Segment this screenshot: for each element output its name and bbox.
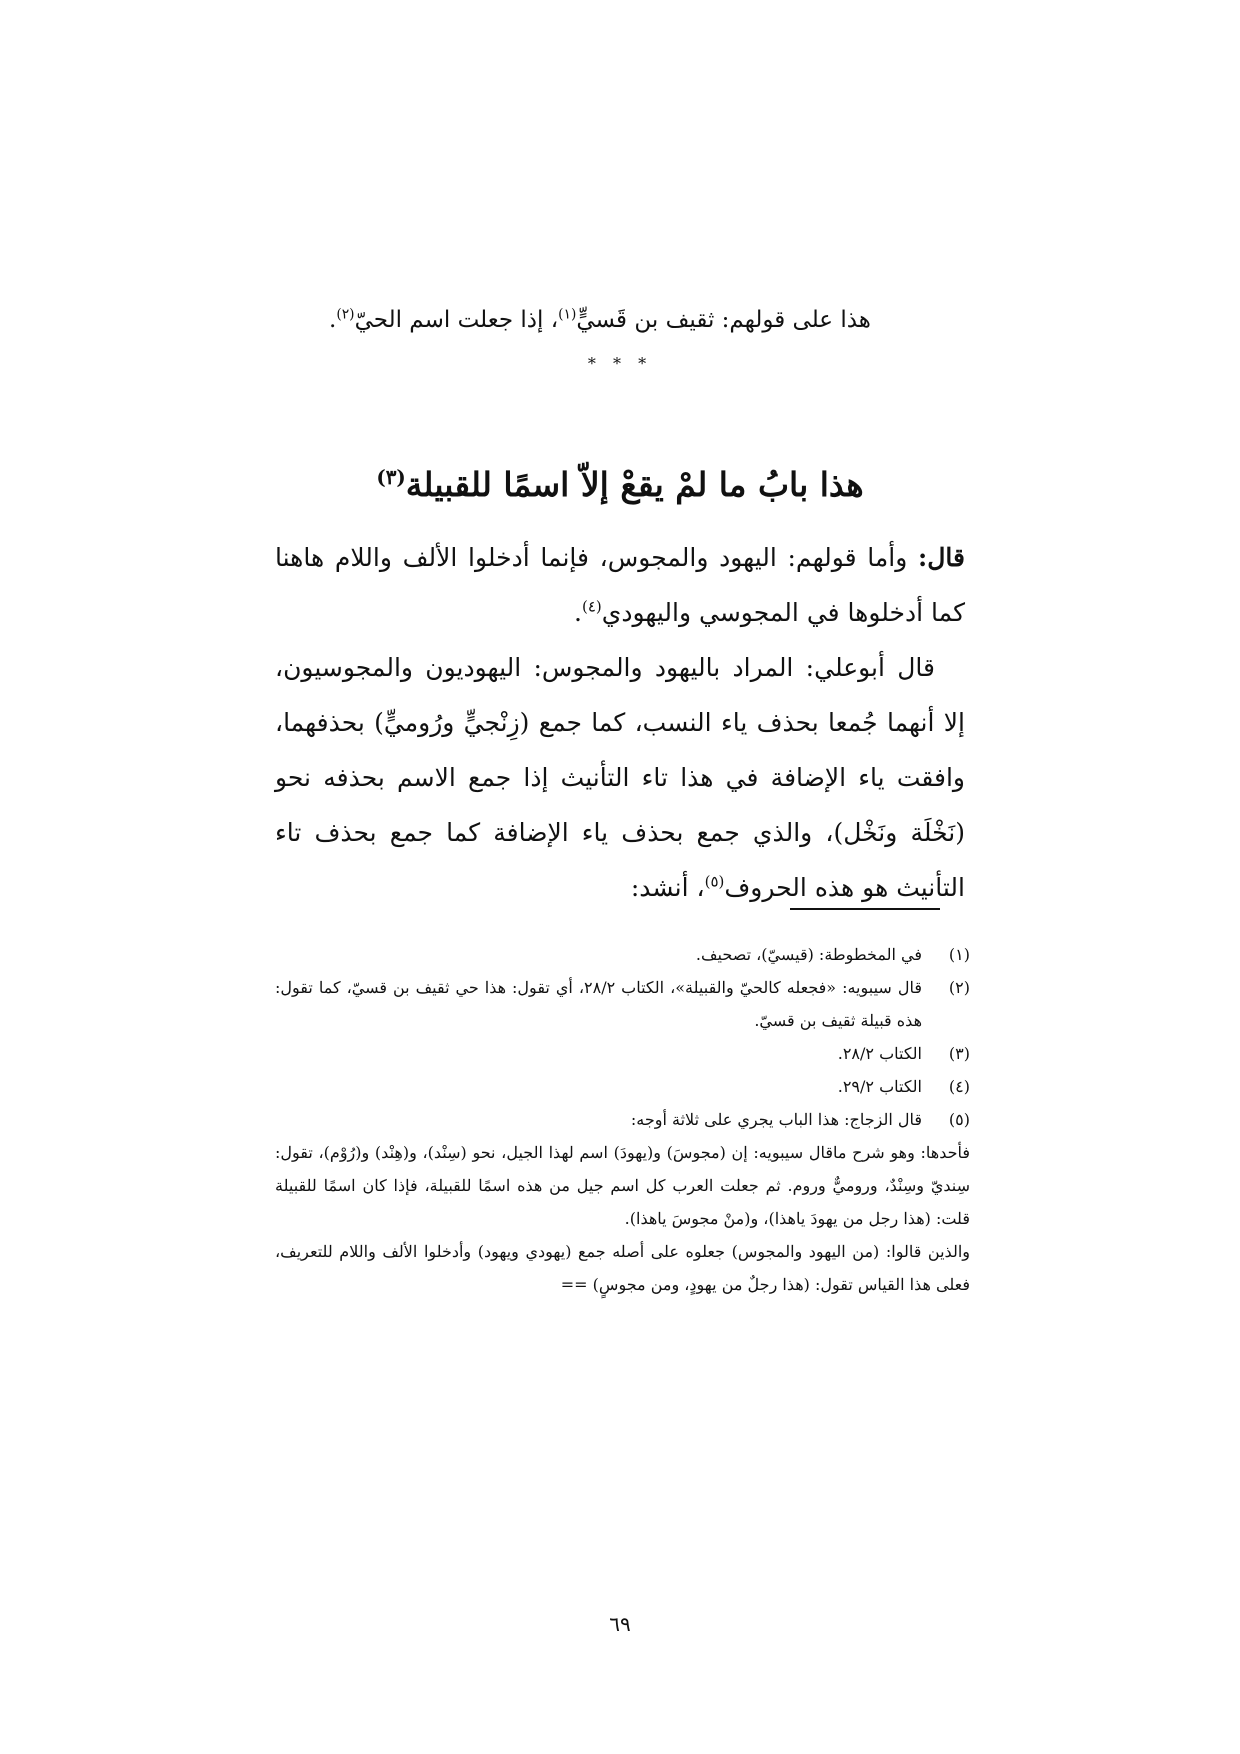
paragraph-1-end: .	[574, 598, 582, 627]
paragraph-1-lead: قال:	[918, 543, 965, 572]
footnote-ref-5[interactable]: (٥)	[704, 872, 725, 891]
footnote-number: (٤)	[948, 1077, 970, 1096]
footnote-text: في المخطوطة: (قيسيّ)، تصحيف.	[695, 945, 922, 964]
footnote-text: الكتاب ٢٩/٢.	[837, 1077, 922, 1096]
footnote-text: قال سيبويه: «فجعله كالحيّ والقبيلة»، الكتاب ٢٨/٢، أي تقول: هذا حي ثقيف بن قسيّ، كما تقول: هذه قبيلة ثقيف بن قسيّ.	[275, 978, 922, 1030]
paragraph-2	[275, 640, 965, 915]
intro-text: هذا على قولهم: ثقيف بن قَسيٍّ	[576, 307, 871, 333]
footnote-5	[275, 1103, 970, 1301]
paragraph-1-text: وأما قولهم: اليهود والمجوس، فإنما أدخلوا الألف واللام هاهنا كما أدخلوها في المجوسي واليهودي	[275, 543, 965, 627]
intro-end: .	[329, 307, 337, 333]
footnote-ref-4[interactable]: (٤)	[581, 597, 602, 616]
footnote-ref-1[interactable]: (١)	[558, 306, 577, 323]
footnote-3	[275, 1037, 970, 1070]
intro-text-2: ، إذا جعلت اسم الحيّ	[354, 307, 559, 333]
footnote-ref-3[interactable]: (٣)	[376, 465, 406, 489]
footnote-4	[275, 1070, 970, 1103]
chapter-heading	[330, 460, 910, 510]
footnote-number: (٣)	[948, 1044, 970, 1063]
footnote-1	[275, 938, 970, 971]
footnote-number: (١)	[948, 945, 970, 964]
paragraph-1	[275, 530, 965, 640]
section-separator: * * *	[587, 354, 653, 373]
intro-line	[300, 300, 900, 340]
footnote-subparagraph-1: فأحدها: وهو شرح ماقال سيبويه: إن (مجوسَ) و(يهودَ) اسم لهذا الجيل، نحو (سِنْد)، و(هِنْد) و(رُوْم)، تقول: سِنديّ وسِنْدٌ، وروميٌّ وروم. ثم جعلت العرب كل اسم جيل من هذه اسمًا للقبيلة، فإذا كان اسمًا للقبيلة قلت: (هذا رجل من يهودَ ياهذا)، و(منْ مجوسَ ياهذا).	[275, 1143, 970, 1228]
chapter-heading-text: هذا بابُ ما لمْ يقعْ إلاّ اسمًا للقبيلة	[405, 465, 864, 504]
footnote-text: قال الزجاج: هذا الباب يجري على ثلاثة أوجه:	[630, 1110, 922, 1129]
footnote-ref-2[interactable]: (٢)	[336, 306, 355, 323]
paragraph-2-text: قال أبوعلي: المراد باليهود والمجوس: اليهوديون والمجوسيون، إلا أنهما جُمعا بحذف ياء النسب، كما جمع (زِنْجيٍّ ورُوميٍّ) بحذفهما، وافقت ياء الإضافة في هذا تاء التأنيث إذا جمع الاسم بحذفه نحو (نَخْلَة ونَخْل)، والذي جمع بحذف ياء الإضافة كما جمع بحذف تاء التأنيث هو هذه الحروف	[275, 653, 965, 902]
footnote-2	[275, 971, 970, 1037]
footnote-divider	[790, 908, 940, 910]
page-number: ٦٩	[609, 1612, 631, 1636]
footnotes	[275, 938, 970, 1301]
footnote-number: (٢)	[948, 978, 970, 997]
footnote-subparagraph-2: والذين قالوا: (من اليهود والمجوس) جعلوه على أصله جمع (يهودي ويهود) وأدخلوا الألف واللام للتعريف، فعلى هذا القياس تقول: (هذا رجلٌ من يهودٍ، ومن مجوسٍ) ==	[275, 1242, 970, 1294]
main-text	[275, 530, 965, 915]
footnote-text: الكتاب ٢٨/٢.	[837, 1044, 922, 1063]
paragraph-2-end: ، أنشد:	[630, 873, 705, 902]
footnote-number: (٥)	[948, 1110, 970, 1129]
